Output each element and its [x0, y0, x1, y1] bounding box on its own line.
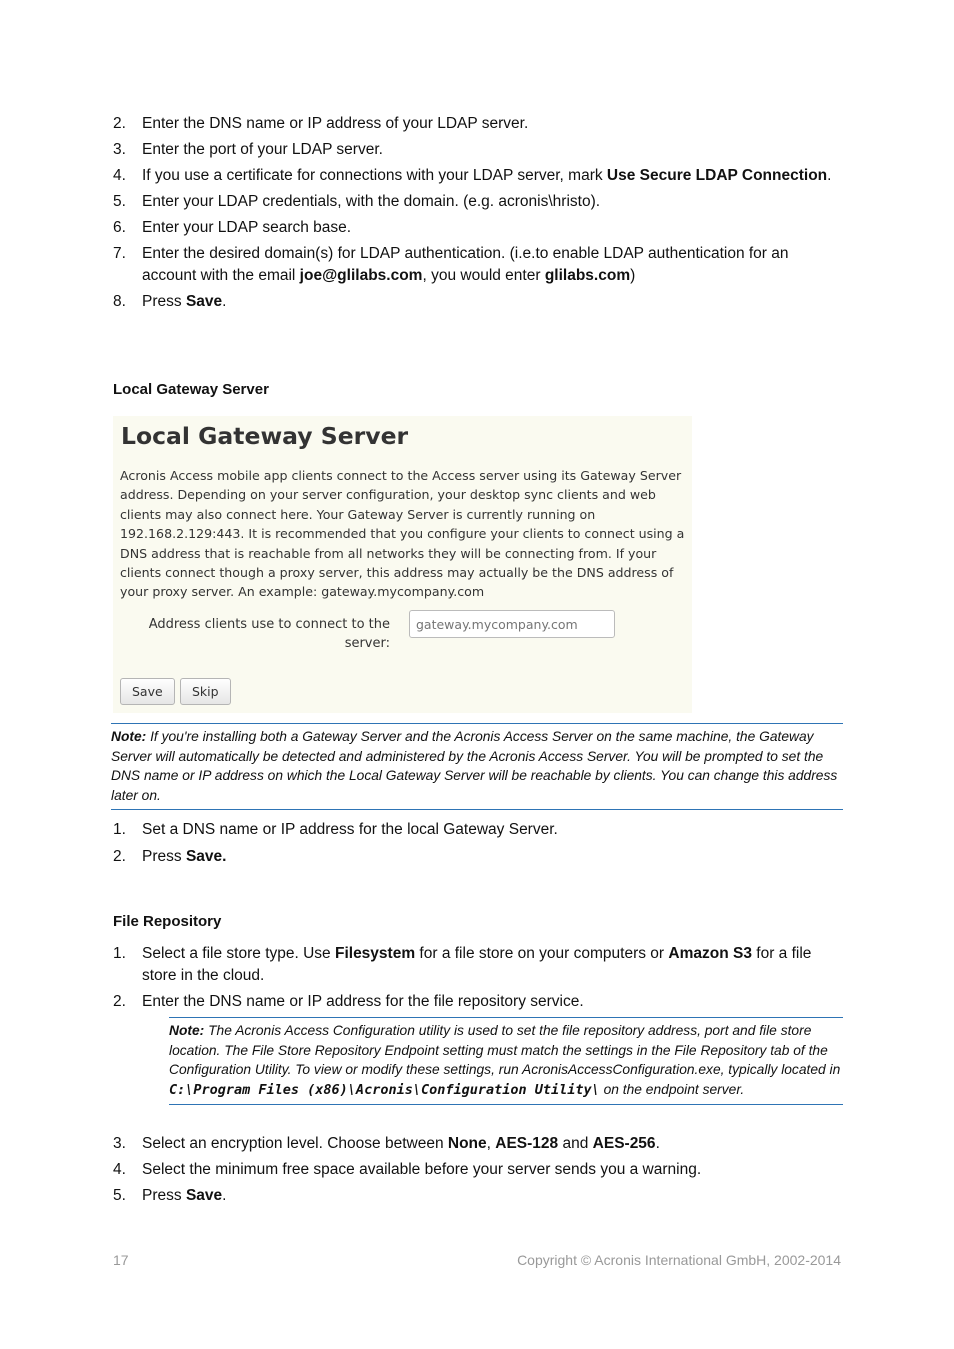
- list-text: If you use a certificate for connections with your LDAP server, mark: [142, 167, 607, 184]
- gateway-address-input[interactable]: [409, 610, 615, 638]
- gateway-note: [111, 723, 843, 810]
- list-number: 2.: [113, 115, 126, 132]
- list-text: Enter the port of your LDAP server.: [142, 141, 383, 158]
- list-text: .: [655, 1135, 660, 1152]
- repo-steps-list-a: [113, 943, 843, 1012]
- list-number: 3.: [113, 141, 126, 158]
- screenshot-description: Acronis Access mobile app clients connect to the Access server using its Gateway Server address. Depending on your server configuration, your desktop sync clients and web clients may also connect here. Your Gateway Server is currently running on 192.168.2.129:443. It is recommended that you configure your clients to connect using a DNS address that is reachable from all networks they will be connecting from. If your clients connect though a proxy server, this address may actually be the DNS address of your proxy server. An example: gateway.mycompany.com: [120, 468, 685, 600]
- list-number: 7.: [113, 245, 126, 262]
- list-text: Enter the DNS name or IP address for the file repository service.: [142, 992, 584, 1010]
- gateway-address-label: Address clients use to connect to the server:: [148, 617, 390, 651]
- config-utility-path: C:\Program Files (x86)\Acronis\Configuration Utility\: [169, 1081, 600, 1098]
- bold-term: Amazon S3: [668, 945, 752, 962]
- list-text: Enter your LDAP credentials, with the domain. (e.g. acronis\hristo).: [142, 193, 601, 210]
- ldap-steps-list: [113, 113, 843, 312]
- list-item: [113, 943, 843, 986]
- bold-term: Use Secure LDAP Connection: [606, 167, 828, 184]
- list-text: for a file store on your computers or: [415, 945, 669, 962]
- skip-button[interactable]: Skip: [180, 678, 231, 705]
- list-item: [113, 217, 843, 239]
- list-item: [113, 243, 843, 286]
- list-number: 3.: [113, 1135, 126, 1152]
- list-text: for a file store in the cloud.: [142, 945, 812, 984]
- gateway-heading: Local Gateway Server: [113, 381, 269, 398]
- list-text: Select an encryption level. Choose between: [142, 1135, 448, 1152]
- list-text: , you would enter: [422, 266, 545, 284]
- list-item: [113, 1185, 843, 1207]
- copyright: Copyright © Acronis International GmbH, 2002-2014: [517, 1252, 841, 1268]
- list-number: 4.: [113, 167, 126, 184]
- list-item: [113, 113, 843, 135]
- note-text: If you're installing both a Gateway Server and the Acronis Access Server on the same machine, the Gateway Server will automatically be detected and administered by the Acronis Access Server. You will be prompted to set the DNS name or IP address on which the Local Gateway Server will be reachable by clients. You can change this address later on.: [111, 729, 838, 803]
- bold-term: Save.: [185, 848, 227, 865]
- list-text: Select the minimum free space available before your server sends you a warning.: [142, 1161, 702, 1178]
- bold-term: glilabs.com: [544, 266, 631, 284]
- bold-term: Save: [185, 1187, 223, 1204]
- list-number: 5.: [113, 193, 126, 210]
- list-number: 5.: [113, 1187, 126, 1204]
- list-number: 1.: [113, 821, 126, 838]
- list-text: Press: [142, 848, 186, 865]
- list-text: Enter the desired domain(s) for LDAP authentication. (i.e.to enable LDAP authentication for an account with the email: [142, 245, 789, 284]
- list-item: [113, 191, 843, 213]
- page-number: 17: [113, 1252, 129, 1268]
- list-text: Enter your LDAP search base.: [142, 219, 352, 236]
- screenshot-title: Local Gateway Server: [121, 422, 409, 450]
- repo-heading: File Repository: [113, 913, 222, 930]
- note-text: The Acronis Access Configuration utility is used to set the file repository address, port and file store location. The File Store Repository Endpoint setting must match the settings in the File Repository tab of the Configuration Utility. To view or modify these settings, run AcronisAccessConfiguration.exe, typically located in: [169, 1023, 841, 1077]
- list-number: 1.: [113, 945, 126, 962]
- bold-term: joe@glilabs.com: [299, 266, 423, 284]
- list-item: [113, 819, 843, 841]
- list-text: Enter the DNS name or IP address of your LDAP server.: [142, 115, 529, 132]
- gateway-screenshot: [113, 416, 692, 713]
- list-item: [113, 1133, 843, 1155]
- list-number: 8.: [113, 292, 126, 310]
- list-item: [113, 291, 843, 313]
- list-text: Press: [142, 292, 186, 310]
- list-text: Press: [142, 1187, 186, 1204]
- gateway-steps-list: [113, 819, 843, 868]
- list-text: .: [222, 292, 227, 310]
- repo-note: [169, 1017, 843, 1105]
- note-tail: on the endpoint server.: [599, 1081, 745, 1097]
- bold-term: Filesystem: [334, 945, 416, 962]
- note-label: Note:: [111, 729, 147, 744]
- list-number: 2.: [113, 848, 126, 865]
- list-text: Select a file store type. Use: [142, 945, 335, 962]
- bold-term: Save: [185, 292, 223, 310]
- note-label: Note:: [169, 1023, 205, 1038]
- save-button[interactable]: Save: [120, 678, 175, 705]
- bold-term: AES-256: [592, 1135, 656, 1152]
- list-text: .: [827, 167, 832, 184]
- list-text: ,: [486, 1135, 496, 1152]
- list-text: Set a DNS name or IP address for the local Gateway Server.: [142, 821, 558, 838]
- bold-term: AES-128: [495, 1135, 559, 1152]
- list-item: [113, 139, 843, 161]
- list-text: and: [558, 1135, 593, 1152]
- bold-term: None: [447, 1135, 487, 1152]
- list-item: [113, 1159, 843, 1181]
- repo-steps-list-b: [113, 1133, 843, 1207]
- list-text: ): [630, 266, 636, 284]
- list-item: [113, 165, 843, 187]
- list-item: [113, 991, 843, 1013]
- list-number: 2.: [113, 992, 126, 1010]
- list-number: 4.: [113, 1161, 126, 1178]
- list-number: 6.: [113, 219, 126, 236]
- list-text: .: [222, 1187, 227, 1204]
- list-item: [113, 846, 843, 868]
